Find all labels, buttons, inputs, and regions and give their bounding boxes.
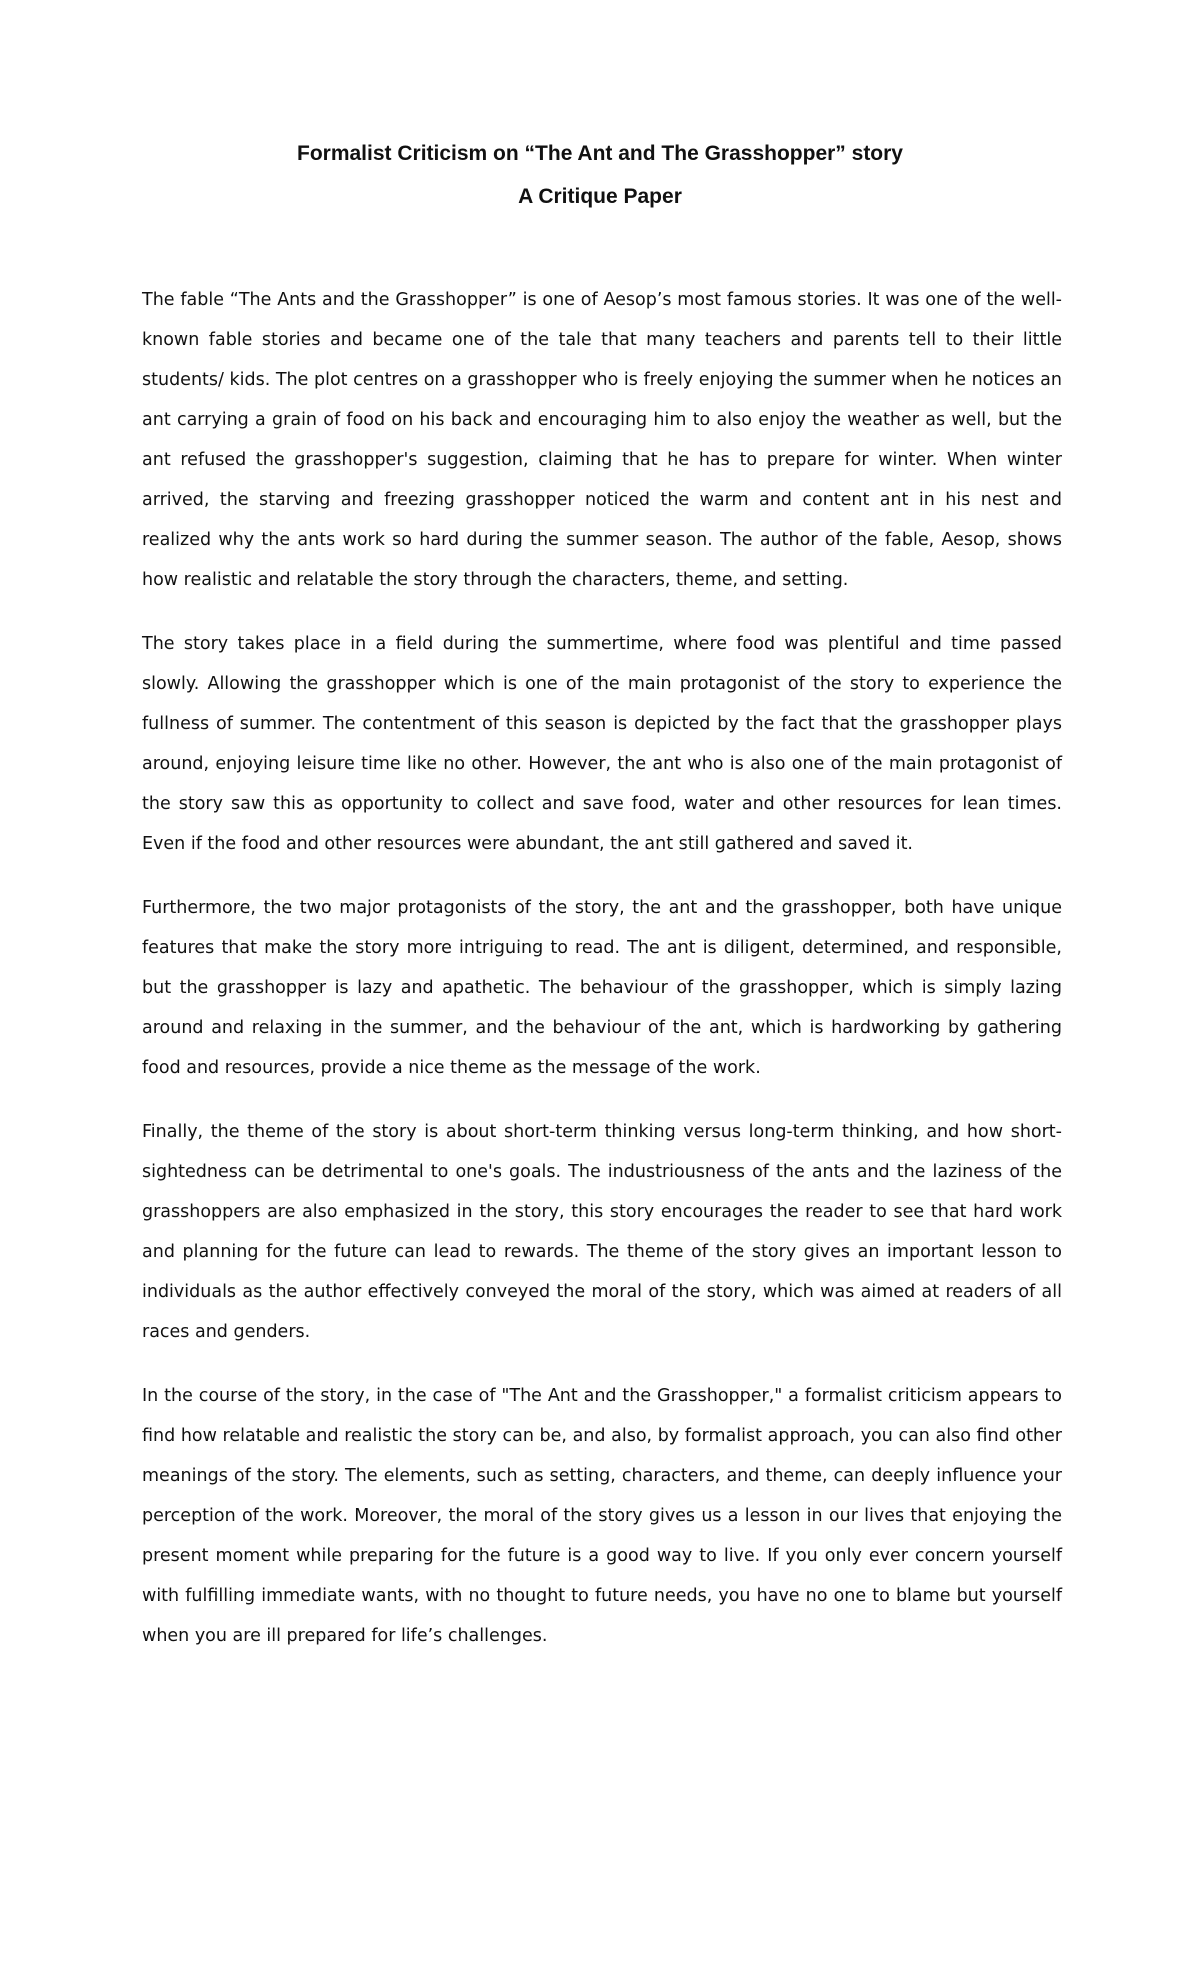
page-title: Formalist Criticism on “The Ant and The Grasshopper” story <box>297 142 903 165</box>
paragraph-characters: Furthermore, the two major protagonists of the story, the ant and the grasshopper, both have unique features that make the story more intriguing to read. The ant is diligent, determined, and responsible, but the grasshopper is lazy and apathetic. The behaviour of the grasshopper, which is simply lazing around and relaxing in the summer, and the behaviour of the ant, which is hardworking by gathering food and resources, provide a nice theme as the message of the work. <box>142 898 1062 1078</box>
paragraph-conclusion: In the course of the story, in the case of "The Ant and the Grasshopper," a formalist criticism appears to find how relatable and realistic the story can be, and also, by formalist approach, you can also find other meanings of the story. The elements, such as setting, characters, and theme, can deeply influence your perception of the work. Moreover, the moral of the story gives us a lesson in our lives that enjoying the present moment while preparing for the future is a good way to live. If you only ever concern yourself with fulfilling immediate wants, with no thought to future needs, you have no one to blame but yourself when you are ill prepared for life’s challenges. <box>142 1386 1062 1646</box>
paragraph-theme: Finally, the theme of the story is about short-term thinking versus long-term thinking, and how short-sightedness can be detrimental to one's goals. The industriousness of the ants and the laziness of the grasshoppers are also emphasized in the story, this story encourages the reader to see that hard work and planning for the future can lead to rewards. The theme of the story gives an important lesson to individuals as the author effectively conveyed the moral of the story, which was aimed at readers of all races and genders. <box>142 1122 1062 1342</box>
paragraph-setting: The story takes place in a field during the summertime, where food was plentiful and time passed slowly. Allowing the grasshopper which is one of the main protagonist of the story to experience the fullness of summer. The contentment of this season is depicted by the fact that the grasshopper plays around, enjoying leisure time like no other. However, the ant who is also one of the main protagonist of the story saw this as opportunity to collect and save food, water and other resources for lean times. Even if the food and other resources were abundant, the ant still gathered and saved it. <box>142 634 1062 854</box>
paragraph-introduction: The fable “The Ants and the Grasshopper” is one of Aesop’s most famous stories. It was one of the well-known fable stories and became one of the tale that many teachers and parents tell to their little students/ kids. The plot centres on a grasshopper who is freely enjoying the summer when he notices an ant carrying a grain of food on his back and encouraging him to also enjoy the weather as well, but the ant refused the grasshopper's suggestion, claiming that he has to prepare for winter. When winter arrived, the starving and freezing grasshopper noticed the warm and content ant in his nest and realized why the ants work so hard during the summer season. The author of the fable, Aesop, shows how realistic and relatable the story through the characters, theme, and setting. <box>142 290 1062 590</box>
page-subtitle: A Critique Paper <box>518 185 682 208</box>
document-body <box>142 280 1062 1656</box>
title-block <box>0 140 1200 211</box>
